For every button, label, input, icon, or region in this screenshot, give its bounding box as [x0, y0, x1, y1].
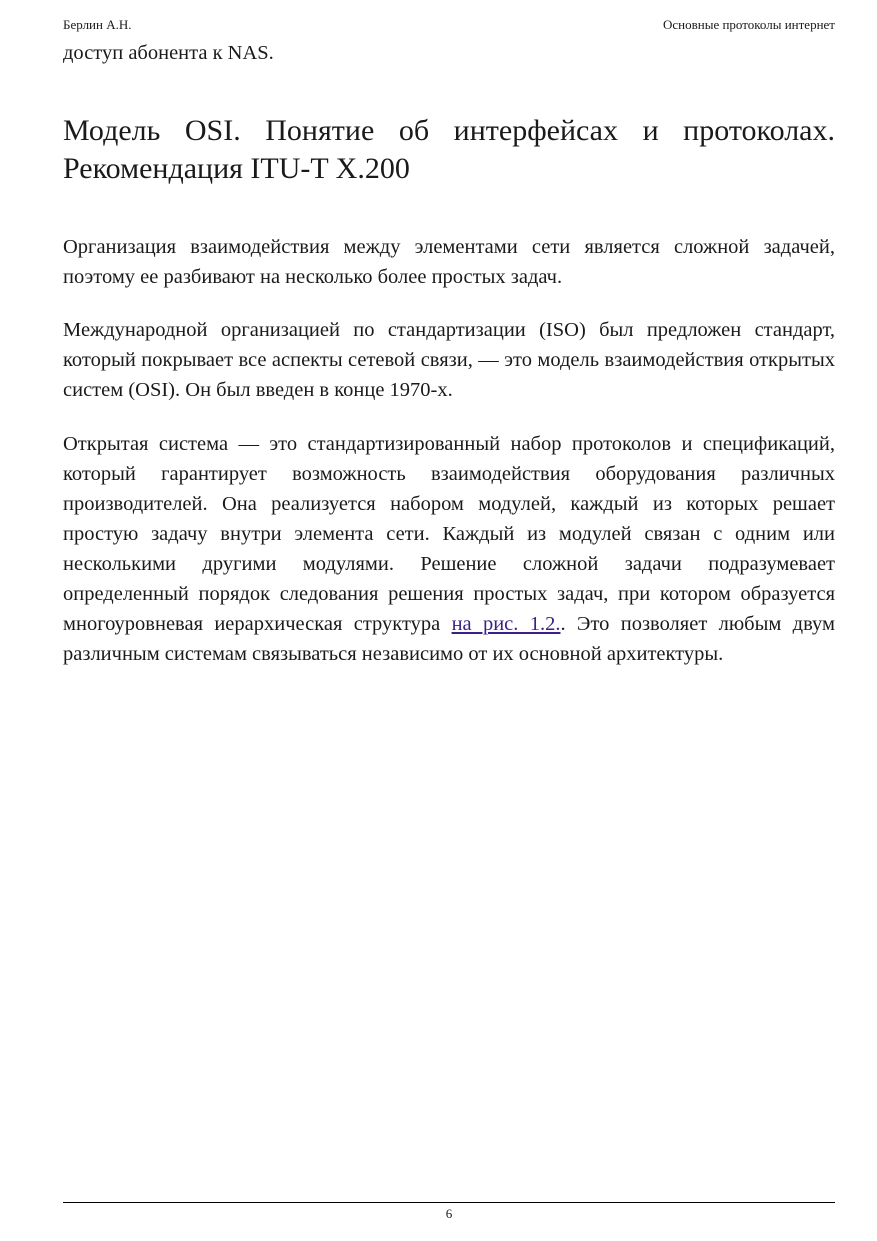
paragraph-3-text-before-link: Открытая система — это стандартизированный набор протоколов и спецификаций, который гарантирует возможность взаимодействия оборудования различных производителей. Она реализуется набором модулей, каждый из которых решает простую задачу внутри элемента сети. Каждый из модулей связан с одним или несколькими другими модулями. Решение сложной задачи подразумевает определенный порядок следования решения простых задач, при котором образуется многоуровневая иерархическая структура — [63, 433, 835, 635]
continuation-text: доступ абонента к NAS. — [63, 42, 274, 64]
header-author: Берлин А.Н. — [63, 17, 132, 32]
page-number: 6 — [445, 1206, 453, 1221]
document-page — [63, 0, 835, 1241]
footer-divider — [63, 1202, 835, 1203]
section-heading: Модель OSI. Понятие об интерфейсах и протоколах. Рекомендация ITU-T X.200 — [63, 114, 835, 185]
paragraph-3-text-after-link: . Это позволяет любым двум различным системам связываться независимо от их основной архитектуры. — [63, 613, 836, 665]
paragraph-1: Организация взаимодействия между элементами сети является сложной задачей, поэтому ее разбивают на несколько более простых задач. — [63, 236, 835, 288]
figure-1-2-link[interactable]: на рис. 1.2. — [451, 613, 561, 635]
header-book-title: Основные протоколы интернет — [663, 17, 835, 32]
paragraph-3 — [63, 429, 835, 669]
running-header — [63, 17, 835, 33]
paragraph-2: Международной организацией по стандартизации (ISO) был предложен стандарт, который покрывает все аспекты сетевой связи, — это модель взаимодействия открытых систем (OSI). Он был введен в конце 1970-х. — [63, 319, 835, 401]
